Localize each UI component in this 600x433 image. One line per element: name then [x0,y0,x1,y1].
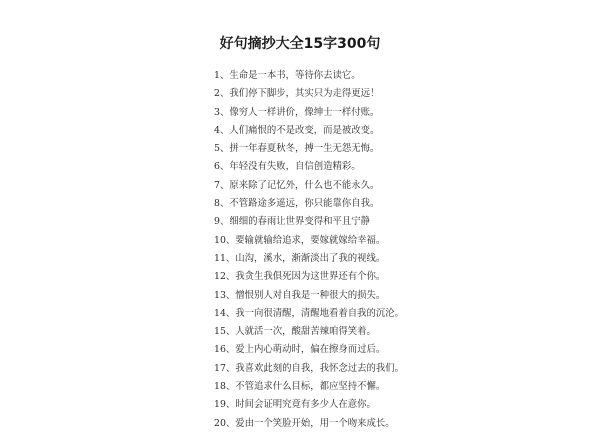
sentence-line-4: 4、人们痛恨的不是改变，而是被改变。 [214,124,380,136]
document-title: 好句摘抄大全15字300句 [219,36,381,52]
sentence-line-14: 14、我一向很清醒，清醒地看着自我的沉沦。 [214,307,405,319]
sentence-line-10: 10、要输就输给追求，要嫁就嫁给幸福。 [214,234,386,246]
sentence-list [214,67,404,433]
sentence-line-8: 8、不管路途多遥远，你只能靠你自我。 [214,198,380,210]
sentence-line-1: 1、生命是一本书，等待你去读它。 [214,70,361,81]
sentence-line-6: 6、年轻没有失败，自信创造精彩。 [214,161,361,173]
sentence-line-3: 3、像穷人一样讲价，像绅士一样付账。 [214,106,380,118]
sentence-line-9: 9、细细的春雨让世界变得和平且宁静 [214,216,370,228]
sentence-line-20: 20、爱由一个笑脸开始，用一个吻来成长。 [214,417,395,429]
sentence-line-15: 15、人就活一次，酸甜苦辣咱得笑着。 [214,326,376,338]
sentence-line-7: 7、原来除了记忆外，什么也不能永久。 [214,179,380,191]
sentence-line-19: 19、时间会证明究竟有多少人在意你。 [214,399,376,411]
sentence-line-17: 17、我喜欢此刻的自我，我怀念过去的我们。 [214,362,405,374]
sentence-line-5: 5、拼一年春夏秋冬，搏一生无怨无悔。 [214,143,380,155]
sentence-line-11: 11、山沟，溪水，渐渐淡出了我的视线。 [214,252,386,264]
sentence-line-2: 2、我们停下脚步，其实只为走得更远！ [214,88,380,100]
sentence-line-16: 16、爱上内心萌动时，偏在擦身而过后。 [214,344,386,356]
sentence-line-18: 18、不管追求什么目标，都应坚持不懈。 [214,381,386,393]
sentence-line-13: 13、憎恨别人对自我是一种很大的损失。 [214,289,386,301]
sentence-line-12: 12、我贪生我俱死因为这世界还有个你。 [214,271,386,283]
